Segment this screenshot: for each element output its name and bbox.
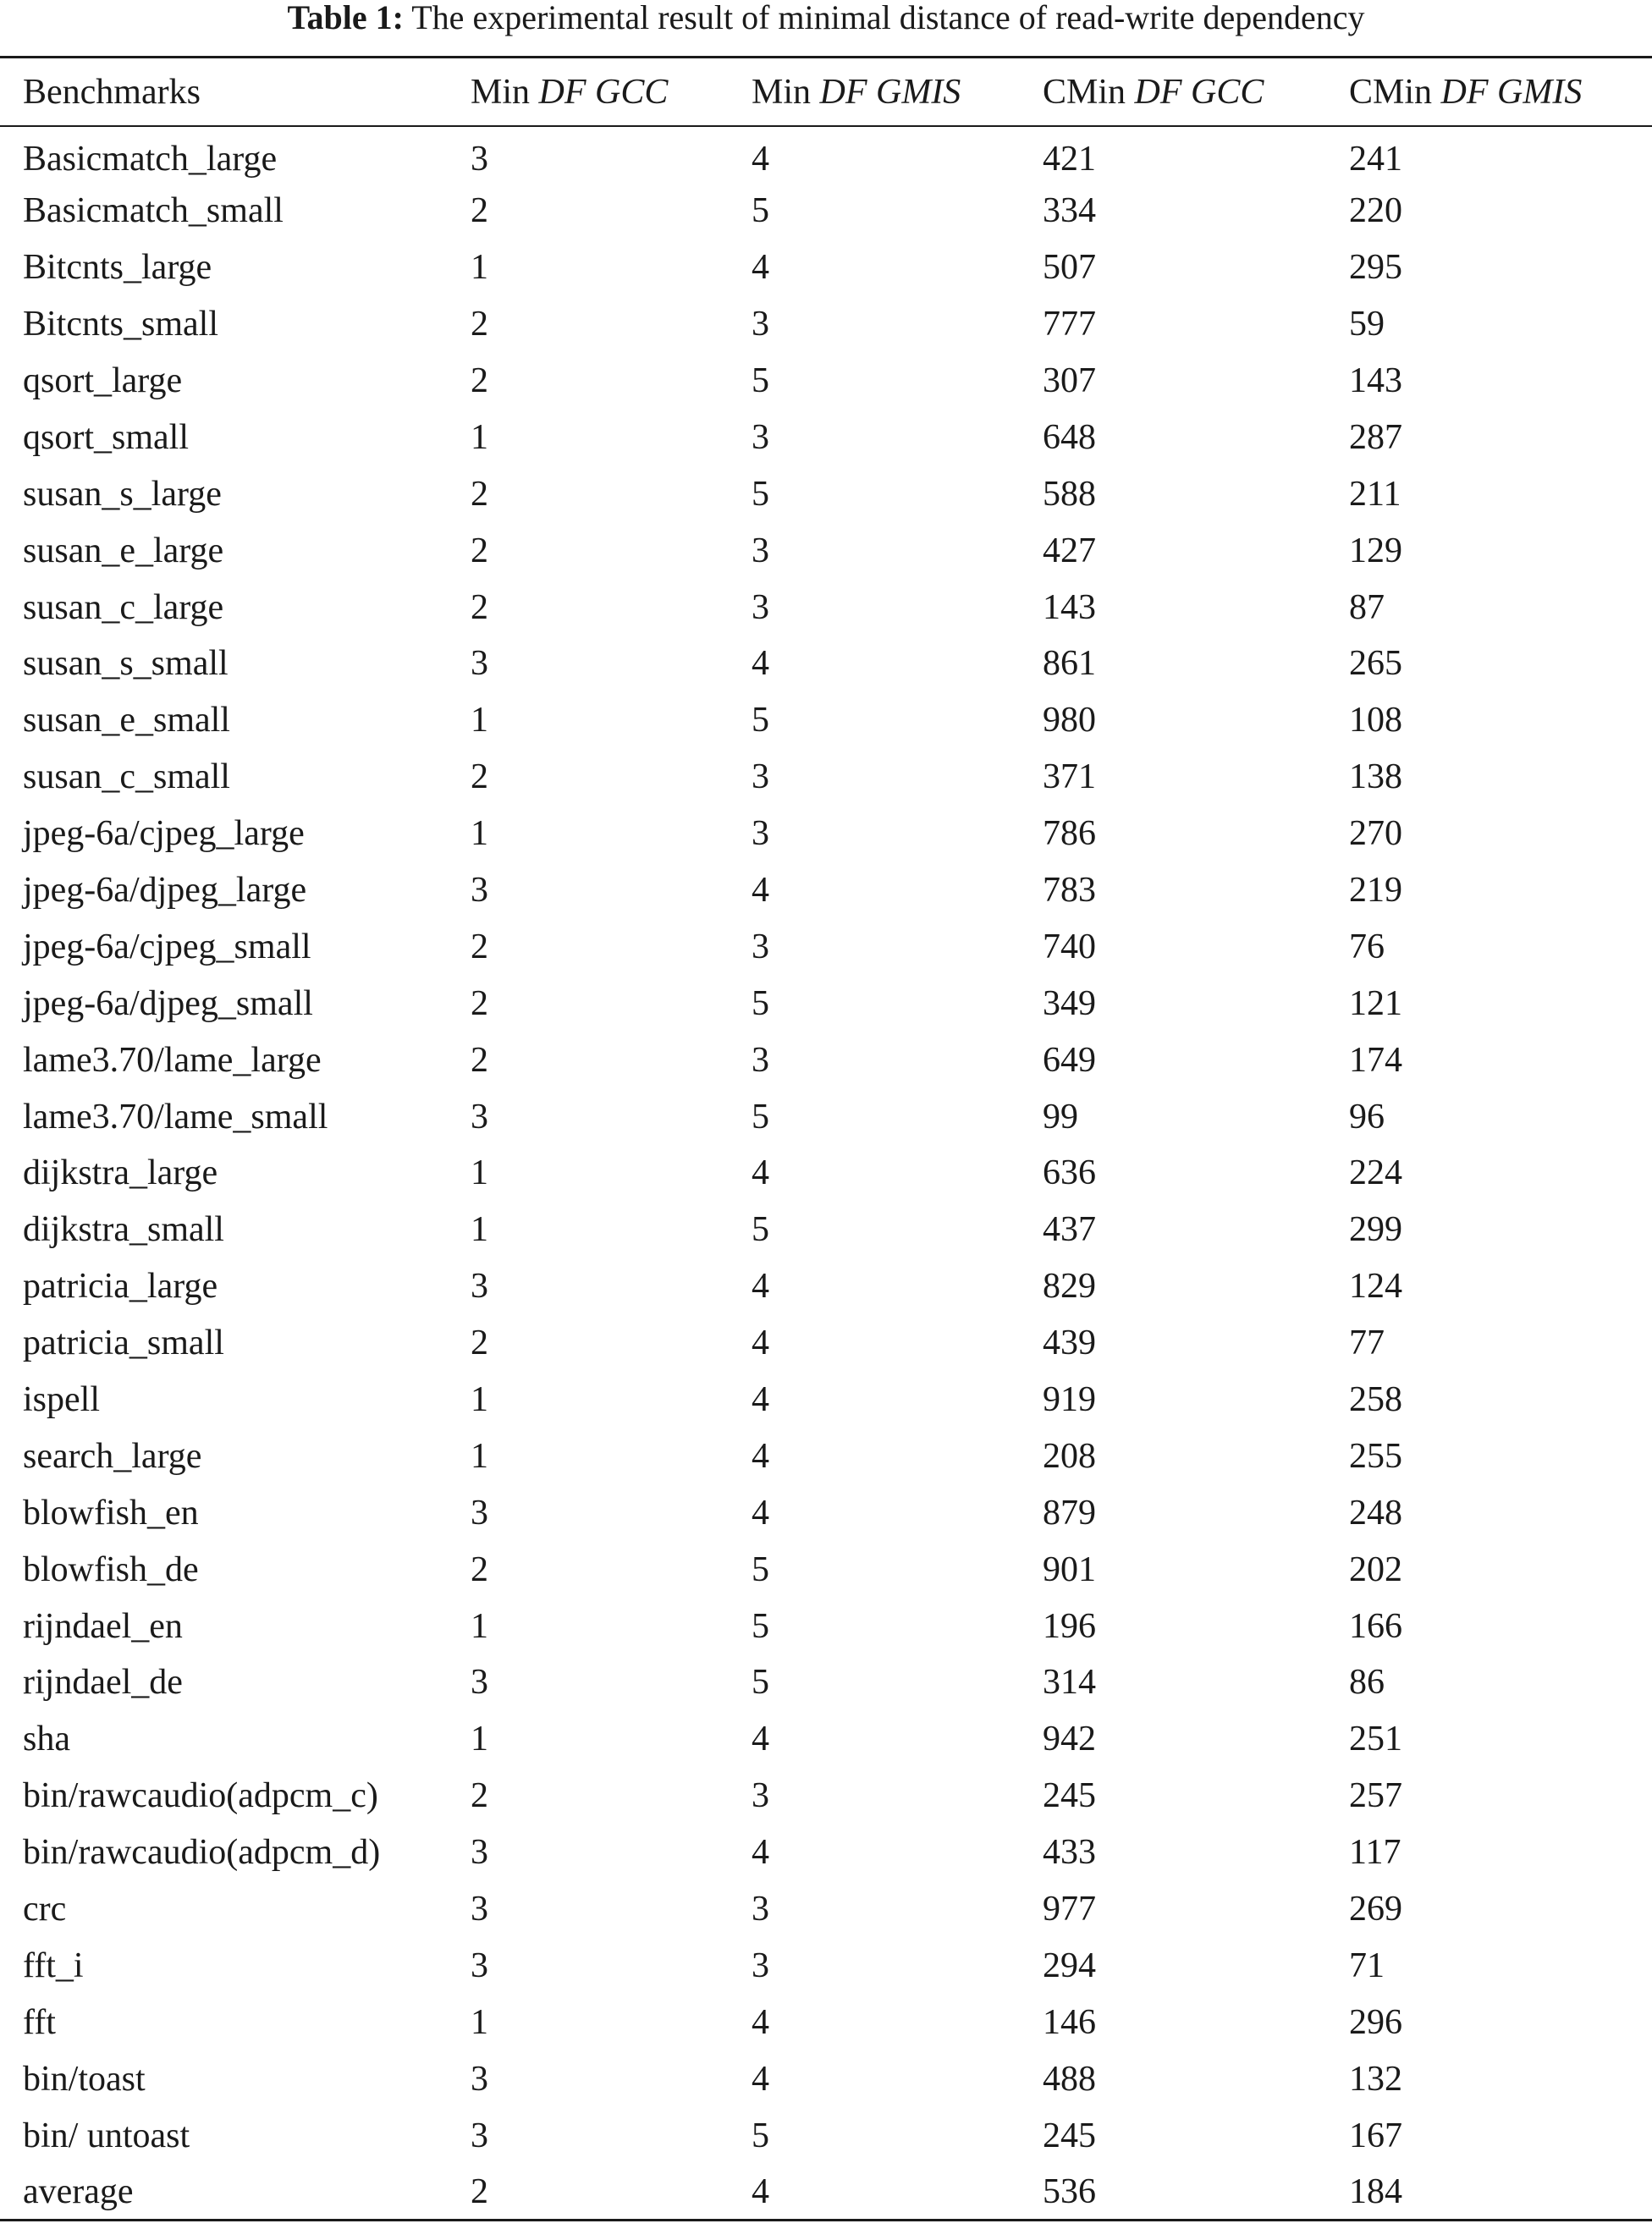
header-cmin-df-gcc-italic: DF GCC [1134, 72, 1264, 112]
cell-min-df-gmis: 4 [752, 1380, 769, 1420]
cell-cmin-df-gmis: 287 [1349, 417, 1402, 457]
cell-min-df-gmis: 3 [752, 417, 769, 457]
cell-benchmark: susan_s_small [23, 644, 229, 684]
cell-min-df-gcc: 2 [471, 1324, 488, 1363]
cell-cmin-df-gcc: 349 [1043, 983, 1096, 1023]
cell-min-df-gcc: 1 [471, 1153, 488, 1193]
cell-min-df-gmis: 4 [752, 2059, 769, 2099]
cell-min-df-gcc: 1 [471, 417, 488, 457]
cell-benchmark: average [23, 2171, 134, 2211]
cell-min-df-gcc: 2 [471, 2171, 488, 2211]
header-cmin-df-gmis-italic: DF GMIS [1440, 72, 1583, 112]
cell-cmin-df-gcc: 977 [1043, 1890, 1096, 1929]
table-row [0, 1994, 1652, 2050]
table-row [0, 409, 1652, 465]
cell-benchmark: susan_e_large [23, 531, 224, 570]
cell-cmin-df-gmis: 108 [1349, 701, 1402, 740]
cell-min-df-gcc: 2 [471, 1776, 488, 1816]
cell-benchmark: susan_e_small [23, 701, 230, 740]
cell-min-df-gmis: 4 [752, 1324, 769, 1363]
cell-min-df-gcc: 1 [471, 1380, 488, 1420]
cell-cmin-df-gcc: 783 [1043, 871, 1096, 911]
cell-benchmark: search_large [23, 1436, 202, 1476]
cell-cmin-df-gcc: 740 [1043, 927, 1096, 966]
table-row [0, 1428, 1652, 1484]
cell-min-df-gcc: 2 [471, 1549, 488, 1589]
table-row [0, 1372, 1652, 1428]
cell-min-df-gcc: 3 [471, 1890, 488, 1929]
cell-cmin-df-gcc: 829 [1043, 1267, 1096, 1307]
cell-benchmark: jpeg-6a/djpeg_large [23, 871, 307, 911]
cell-cmin-df-gcc: 146 [1043, 2002, 1096, 2042]
cell-cmin-df-gmis: 224 [1349, 1153, 1402, 1193]
table-row [0, 239, 1652, 296]
header-min-df-gmis-italic: DF GMIS [819, 72, 961, 112]
cell-cmin-df-gmis: 184 [1349, 2171, 1402, 2211]
cell-min-df-gcc: 3 [471, 644, 488, 684]
cell-min-df-gcc: 2 [471, 587, 488, 627]
cell-cmin-df-gmis: 220 [1349, 191, 1402, 231]
cell-cmin-df-gmis: 132 [1349, 2059, 1402, 2099]
cell-min-df-gcc: 1 [471, 1720, 488, 1759]
cell-cmin-df-gcc: 901 [1043, 1549, 1096, 1589]
cell-min-df-gmis: 3 [752, 531, 769, 570]
header-min-df-gcc-prefix: Min [471, 72, 539, 112]
cell-min-df-gmis: 5 [752, 1549, 769, 1589]
cell-cmin-df-gcc: 245 [1043, 1776, 1096, 1816]
cell-cmin-df-gcc: 649 [1043, 1040, 1096, 1080]
cell-cmin-df-gmis: 211 [1349, 474, 1401, 514]
cell-min-df-gmis: 5 [752, 1663, 769, 1703]
cell-min-df-gcc: 2 [471, 361, 488, 400]
cell-min-df-gcc: 2 [471, 757, 488, 797]
cell-cmin-df-gcc: 314 [1043, 1663, 1096, 1703]
cell-cmin-df-gcc: 861 [1043, 644, 1096, 684]
cell-min-df-gcc: 2 [471, 983, 488, 1023]
cell-min-df-gcc: 1 [471, 814, 488, 854]
table-row [0, 692, 1652, 749]
cell-min-df-gmis: 3 [752, 305, 769, 344]
table-row [0, 806, 1652, 862]
cell-cmin-df-gmis: 117 [1349, 1833, 1401, 1873]
cell-cmin-df-gcc: 427 [1043, 531, 1096, 570]
table-row [0, 918, 1652, 975]
table-body [0, 126, 1652, 2221]
cell-cmin-df-gcc: 143 [1043, 587, 1096, 627]
cell-min-df-gcc: 2 [471, 191, 488, 231]
cell-cmin-df-gmis: 269 [1349, 1890, 1402, 1929]
header-min-df-gmis-prefix: Min [752, 72, 820, 112]
cell-cmin-df-gcc: 879 [1043, 1493, 1096, 1533]
table-row [0, 975, 1652, 1032]
table-row [0, 2050, 1652, 2107]
cell-min-df-gcc: 2 [471, 474, 488, 514]
cell-cmin-df-gmis: 138 [1349, 757, 1402, 797]
table-row [0, 296, 1652, 353]
cell-cmin-df-gcc: 99 [1043, 1097, 1078, 1137]
caption-text: The experimental result of minimal distance of read-write dependency [411, 0, 1365, 36]
cell-min-df-gmis: 5 [752, 701, 769, 740]
cell-cmin-df-gmis: 241 [1349, 139, 1402, 179]
table-row [0, 126, 1652, 183]
cell-cmin-df-gcc: 942 [1043, 1720, 1096, 1759]
cell-min-df-gmis: 5 [752, 1606, 769, 1646]
header-cmin-df-gcc [1043, 58, 1349, 127]
cell-min-df-gmis: 4 [752, 139, 769, 179]
cell-min-df-gcc: 3 [471, 1493, 488, 1533]
table-row [0, 1654, 1652, 1711]
cell-min-df-gcc: 3 [471, 2116, 488, 2155]
cell-min-df-gcc: 3 [471, 139, 488, 179]
cell-min-df-gmis: 4 [752, 1153, 769, 1193]
header-cmin-df-gcc-prefix: CMin [1043, 72, 1135, 112]
table-row [0, 2107, 1652, 2164]
table-row [0, 1881, 1652, 1938]
cell-min-df-gmis: 4 [752, 248, 769, 288]
cell-benchmark: patricia_small [23, 1324, 224, 1363]
cell-cmin-df-gmis: 96 [1349, 1097, 1385, 1137]
cell-min-df-gcc: 2 [471, 927, 488, 966]
header-benchmarks [0, 58, 471, 127]
cell-cmin-df-gcc: 245 [1043, 2116, 1096, 2155]
table-row [0, 522, 1652, 579]
table-row [0, 1088, 1652, 1145]
table-row [0, 1484, 1652, 1541]
table-row [0, 1258, 1652, 1315]
table-row [0, 636, 1652, 692]
cell-min-df-gcc: 1 [471, 2002, 488, 2042]
cell-min-df-gmis: 4 [752, 1436, 769, 1476]
cell-min-df-gcc: 1 [471, 701, 488, 740]
cell-benchmark: rijndael_de [23, 1663, 183, 1703]
cell-cmin-df-gcc: 507 [1043, 248, 1096, 288]
cell-cmin-df-gmis: 265 [1349, 644, 1402, 684]
cell-benchmark: lame3.70/lame_small [23, 1097, 328, 1137]
cell-cmin-df-gmis: 76 [1349, 927, 1385, 966]
cell-min-df-gmis: 3 [752, 1946, 769, 1985]
cell-cmin-df-gcc: 980 [1043, 701, 1096, 740]
cell-cmin-df-gmis: 129 [1349, 531, 1402, 570]
cell-min-df-gcc: 3 [471, 1946, 488, 1985]
cell-benchmark: sha [23, 1720, 70, 1759]
header-cmin-df-gmis [1349, 58, 1652, 127]
cell-benchmark: crc [23, 1890, 67, 1929]
cell-cmin-df-gcc: 439 [1043, 1324, 1096, 1363]
cell-min-df-gmis: 3 [752, 1776, 769, 1816]
header-min-df-gcc-italic: DF GCC [538, 72, 669, 112]
cell-min-df-gmis: 5 [752, 1097, 769, 1137]
table-row [0, 1541, 1652, 1598]
cell-min-df-gcc: 3 [471, 1267, 488, 1307]
cell-cmin-df-gcc: 433 [1043, 1833, 1096, 1873]
cell-benchmark: rijndael_en [23, 1606, 183, 1646]
cell-cmin-df-gcc: 777 [1043, 305, 1096, 344]
cell-cmin-df-gcc: 196 [1043, 1606, 1096, 1646]
cell-cmin-df-gcc: 488 [1043, 2059, 1096, 2099]
header-row [0, 58, 1652, 127]
cell-cmin-df-gmis: 270 [1349, 814, 1402, 854]
cell-min-df-gcc: 1 [471, 1606, 488, 1646]
cell-min-df-gmis: 4 [752, 1720, 769, 1759]
cell-cmin-df-gmis: 59 [1349, 305, 1385, 344]
cell-cmin-df-gmis: 296 [1349, 2002, 1402, 2042]
cell-cmin-df-gcc: 421 [1043, 139, 1096, 179]
cell-cmin-df-gmis: 77 [1349, 1324, 1385, 1363]
cell-benchmark: bin/rawcaudio(adpcm_d) [23, 1833, 381, 1873]
cell-cmin-df-gmis: 124 [1349, 1267, 1402, 1307]
cell-cmin-df-gcc: 636 [1043, 1153, 1096, 1193]
cell-cmin-df-gmis: 299 [1349, 1210, 1402, 1250]
cell-cmin-df-gmis: 251 [1349, 1720, 1402, 1759]
cell-cmin-df-gmis: 167 [1349, 2116, 1402, 2155]
table-row [0, 1202, 1652, 1258]
cell-min-df-gcc: 3 [471, 871, 488, 911]
cell-min-df-gcc: 3 [471, 1833, 488, 1873]
cell-min-df-gmis: 3 [752, 757, 769, 797]
caption-label: Table 1: [287, 0, 404, 36]
cell-min-df-gcc: 1 [471, 1436, 488, 1476]
cell-min-df-gmis: 3 [752, 1040, 769, 1080]
cell-benchmark: qsort_small [23, 417, 189, 457]
cell-benchmark: lame3.70/lame_large [23, 1040, 322, 1080]
cell-cmin-df-gcc: 208 [1043, 1436, 1096, 1476]
cell-min-df-gmis: 5 [752, 361, 769, 400]
cell-benchmark: fft [23, 2002, 56, 2042]
cell-cmin-df-gmis: 71 [1349, 1946, 1385, 1985]
cell-benchmark: bin/ untoast [23, 2116, 190, 2155]
cell-cmin-df-gmis: 86 [1349, 1663, 1385, 1703]
cell-cmin-df-gcc: 588 [1043, 474, 1096, 514]
cell-cmin-df-gcc: 371 [1043, 757, 1096, 797]
cell-benchmark: fft_i [23, 1946, 84, 1985]
cell-cmin-df-gcc: 437 [1043, 1210, 1096, 1250]
cell-benchmark: susan_c_small [23, 757, 230, 797]
cell-cmin-df-gcc: 294 [1043, 1946, 1096, 1985]
cell-cmin-df-gmis: 295 [1349, 248, 1402, 288]
table-row [0, 862, 1652, 919]
cell-min-df-gcc: 2 [471, 531, 488, 570]
table-row [0, 1711, 1652, 1768]
cell-min-df-gcc: 1 [471, 1210, 488, 1250]
table-row [0, 2164, 1652, 2221]
cell-benchmark: jpeg-6a/djpeg_small [23, 983, 313, 1023]
table-row [0, 749, 1652, 806]
cell-min-df-gmis: 4 [752, 871, 769, 911]
cell-min-df-gmis: 5 [752, 1210, 769, 1250]
cell-min-df-gcc: 1 [471, 248, 488, 288]
cell-cmin-df-gcc: 307 [1043, 361, 1096, 400]
cell-cmin-df-gmis: 174 [1349, 1040, 1402, 1080]
cell-min-df-gcc: 2 [471, 305, 488, 344]
cell-benchmark: jpeg-6a/cjpeg_large [23, 814, 305, 854]
cell-cmin-df-gcc: 648 [1043, 417, 1096, 457]
cell-min-df-gcc: 3 [471, 1097, 488, 1137]
cell-cmin-df-gmis: 166 [1349, 1606, 1402, 1646]
cell-benchmark: dijkstra_small [23, 1210, 224, 1250]
cell-min-df-gmis: 4 [752, 1267, 769, 1307]
cell-min-df-gmis: 4 [752, 644, 769, 684]
cell-cmin-df-gmis: 255 [1349, 1436, 1402, 1476]
cell-min-df-gcc: 3 [471, 1663, 488, 1703]
cell-min-df-gmis: 5 [752, 983, 769, 1023]
table-row [0, 1315, 1652, 1372]
cell-benchmark: ispell [23, 1380, 100, 1420]
table-row [0, 1768, 1652, 1824]
cell-benchmark: susan_c_large [23, 587, 224, 627]
cell-benchmark: susan_s_large [23, 474, 222, 514]
cell-cmin-df-gmis: 143 [1349, 361, 1402, 400]
cell-cmin-df-gmis: 219 [1349, 871, 1402, 911]
cell-cmin-df-gcc: 536 [1043, 2171, 1096, 2211]
cell-benchmark: Basicmatch_large [23, 139, 278, 179]
table-row [0, 1145, 1652, 1202]
cell-benchmark: dijkstra_large [23, 1153, 218, 1193]
cell-cmin-df-gmis: 258 [1349, 1380, 1402, 1420]
table-row [0, 579, 1652, 636]
cell-min-df-gmis: 3 [752, 814, 769, 854]
table-row [0, 1938, 1652, 1995]
table-container [0, 56, 1652, 2221]
header-min-df-gmis [752, 58, 1043, 127]
cell-min-df-gmis: 3 [752, 1890, 769, 1929]
cell-min-df-gmis: 5 [752, 2116, 769, 2155]
cell-cmin-df-gmis: 87 [1349, 587, 1385, 627]
cell-benchmark: bin/toast [23, 2059, 146, 2099]
table-row [0, 1032, 1652, 1088]
cell-benchmark: jpeg-6a/cjpeg_small [23, 927, 311, 966]
table-caption [0, 0, 1652, 37]
cell-min-df-gcc: 3 [471, 2059, 488, 2099]
cell-benchmark: bin/rawcaudio(adpcm_c) [23, 1776, 378, 1816]
table-row [0, 353, 1652, 410]
cell-benchmark: Basicmatch_small [23, 191, 284, 231]
cell-cmin-df-gcc: 786 [1043, 814, 1096, 854]
cell-min-df-gmis: 3 [752, 587, 769, 627]
table-header [0, 58, 1652, 127]
cell-benchmark: blowfish_de [23, 1549, 199, 1589]
cell-cmin-df-gmis: 257 [1349, 1776, 1402, 1816]
cell-min-df-gmis: 4 [752, 2002, 769, 2042]
header-cmin-df-gmis-prefix: CMin [1349, 72, 1441, 112]
cell-min-df-gmis: 3 [752, 927, 769, 966]
cell-cmin-df-gcc: 334 [1043, 191, 1096, 231]
cell-cmin-df-gmis: 121 [1349, 983, 1402, 1023]
cell-benchmark: Bitcnts_small [23, 305, 218, 344]
table-row [0, 183, 1652, 239]
cell-min-df-gmis: 5 [752, 191, 769, 231]
cell-min-df-gmis: 4 [752, 2171, 769, 2211]
results-table [0, 56, 1652, 2221]
table-row [0, 1824, 1652, 1881]
cell-benchmark: qsort_large [23, 361, 183, 400]
cell-cmin-df-gmis: 248 [1349, 1493, 1402, 1533]
cell-cmin-df-gmis: 202 [1349, 1549, 1402, 1589]
cell-benchmark: blowfish_en [23, 1493, 199, 1533]
table-row [0, 1598, 1652, 1654]
cell-min-df-gcc: 2 [471, 1040, 488, 1080]
cell-cmin-df-gcc: 919 [1043, 1380, 1096, 1420]
cell-min-df-gmis: 5 [752, 474, 769, 514]
cell-min-df-gmis: 4 [752, 1833, 769, 1873]
header-benchmarks-text: Benchmarks [23, 72, 201, 112]
header-min-df-gcc [471, 58, 752, 127]
table-row [0, 465, 1652, 522]
cell-min-df-gmis: 4 [752, 1493, 769, 1533]
cell-benchmark: Bitcnts_large [23, 248, 212, 288]
cell-benchmark: patricia_large [23, 1267, 218, 1307]
